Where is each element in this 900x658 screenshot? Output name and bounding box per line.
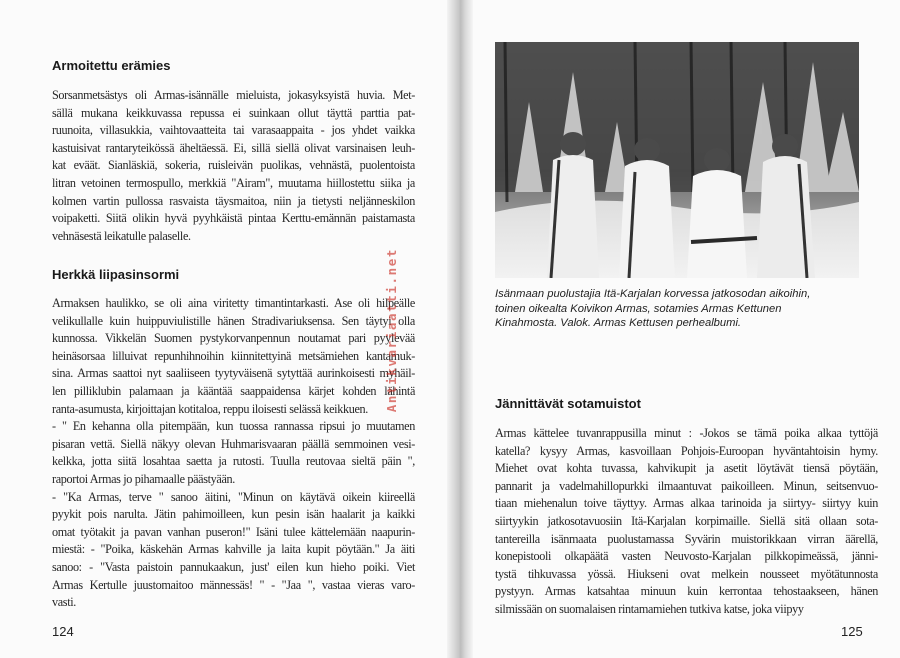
text-line: miestä: - "Poika, käskehän Armas kahville ja laita kupit pöytään." Ja äiti bbox=[52, 542, 415, 557]
text-line: sina. Armas saattoi nyt saaliiseen tyytyväisenä sytyttää aurinkoisesti myhäil- bbox=[52, 366, 415, 381]
paragraph-herkka-liipasinsormi bbox=[52, 295, 415, 612]
caption-line: toinen oikealta Koivikon Armas, sotamies Armas Kettunen bbox=[495, 302, 782, 315]
page-number-right: 125 bbox=[841, 624, 863, 639]
text-line: vehnäsestä leikatulle palaselle. bbox=[52, 228, 191, 243]
soldiers-photo bbox=[495, 42, 859, 278]
text-line: voipaketti. Siitä olikin hyvä pyyhkäistä pintaa Kerttu-emännän paistamasta bbox=[52, 211, 415, 226]
text-line: konepistooli olkapäätä vasten Neuvosto-Karjalan pilkkopimeässä, jänni- bbox=[495, 549, 878, 564]
text-line: Sorsanmetsästys oli Armas-isännälle mieluista, jokasyksyistä huvia. Met- bbox=[52, 88, 415, 102]
text-line: kat eväät. Sianläskiä, sokeria, ruisleivän puolikas, vehnästä, puolentoista bbox=[52, 158, 415, 173]
text-line: kunnossa. Vikkelän Suomen pystykorvanpennun noutamat pari pyylevää bbox=[52, 331, 415, 346]
text-line: litran vetoinen termospullo, merkkiä "Airam", muutama hiillostettu siika ja bbox=[52, 175, 415, 190]
text-line: kastuisivat rantaryteikössä äheltäessä. Ei, sillä siellä olivat varsinaisen leuh- bbox=[52, 140, 415, 155]
text-line: - " En kehanna olla pitempään, kun tuossa rannassa ripsui jo muutamen bbox=[52, 419, 415, 434]
text-line: tystä tihkuvassa yössä. Hiukseni ovat melkein nousseet myötätunnosta bbox=[495, 566, 878, 581]
text-line: ruunoita, villasukkia, vaihtovaatteita tai varasaappaita - jos yhdet vaikka bbox=[52, 123, 415, 138]
text-line: tantereilla isänmaata puolustamassa Syvärin muistorikkaan virran äärellä, bbox=[495, 531, 878, 546]
text-line: pystyyn. Armas katsahtaa minuun kuin kerrontaa tehostaakseen, hänen bbox=[495, 584, 878, 599]
section-heading-jannittavat-sotamuistot: Jännittävät sotamuistot bbox=[495, 396, 641, 411]
section-heading-herkka-liipasinsormi: Herkkä liipasinsormi bbox=[52, 267, 180, 282]
text-line: kolmen vartin pullossa rasvaista täysmaitoa, niin ja tietysti neljänneskilon bbox=[52, 193, 415, 208]
text-line: heinäsorsaa lilluivat repunhihnoihin kiinnitettyinä metsämiehen kantamuk- bbox=[52, 348, 415, 363]
text-line: Miehet ovat kohta tuvassa, kahvikupit ja asetit löytävät tiensä pöytään, bbox=[495, 461, 878, 476]
text-line: omat työtakit ja pavan vanhan puseron!" Isäni tulee kättelemään naapurin- bbox=[52, 524, 415, 539]
photo-caption bbox=[495, 287, 875, 331]
paragraph-armoitettu-eramies bbox=[52, 87, 415, 245]
photo-image-icon bbox=[495, 42, 859, 278]
text-line: - "Ka Armas, terve " sanoo äitini, "Minun on käytävä oikein kiireellä bbox=[52, 489, 415, 504]
text-line: sanoo: - "Vasta paistoin pannukaakun, just' eilen kun hieho poiki. Viet bbox=[52, 559, 415, 574]
text-line: siirtyykin jatkosotavuosiin Itä-Karjalan korpimaille. Siellä sitä ollaan sota- bbox=[495, 513, 878, 528]
text-line: raportoi Armas jo pihamaalle päästyään. bbox=[52, 471, 235, 486]
text-line: tiaan miehenalun toive täyttyy. Armas alkaa tarinoida ja siirtyy- siirtyy kuin bbox=[495, 496, 878, 511]
text-line: katella? kysyy Armas, kasvoillaan Pohjois-Euroopan hyväntahtoisin hymy. bbox=[495, 443, 878, 458]
text-line: vasti. bbox=[52, 595, 76, 610]
text-line: Armaksen haulikko, se oli aina viritetty timantintarkasti. Ase oli hilpeälle bbox=[52, 296, 415, 310]
page-number-left: 124 bbox=[52, 624, 74, 639]
section-heading-armoitettu-eramies: Armoitettu erämies bbox=[52, 58, 171, 73]
text-line: Armas kättelee tuvanrappusilla minut : -Jokos se tämä poika alkaa tyttöjä bbox=[495, 426, 878, 440]
text-line: pannarit ja vadelmahillopurkki ilmaantuvat paikoilleen. Minun, seitsenvuo- bbox=[495, 478, 878, 493]
caption-line: Isänmaan puolustajia Itä-Karjalan korvessa jatkosodan aikoihin, bbox=[495, 288, 811, 300]
text-line: velikullalle kuin huippuviulistille hänen Stradivariuksensa. Sen täytyi olla bbox=[52, 313, 415, 328]
right-page bbox=[473, 0, 900, 658]
text-line: len pilliklubin palamaan ja kääntää saappaidensa kärjet kohden lähintä bbox=[52, 383, 415, 398]
text-line: Armas Kertulle juustomaitoo männessäs! " - "Jaa ", vastaa vieras varo- bbox=[52, 577, 415, 592]
caption-line: Kinahmosta. Valok. Armas Kettusen perhealbumi. bbox=[495, 317, 742, 330]
text-line: silmissään on suomalaisen rintamamiehen tutkiva katse, joka viipyy bbox=[495, 601, 804, 616]
book-gutter bbox=[447, 0, 473, 658]
text-line: kelkka, jotta siitä losahtaa saetta ja rutosti. Tuulla reutovaa sieltä päin ", bbox=[52, 454, 415, 469]
text-line: ranta-asumusta, kirjoittajan kotitaloa, reppu iloisesti selässä keikkuen. bbox=[52, 401, 368, 416]
text-line: sällä mukana keikkuvassa repussa ei suinkaan ollut täyttä parttia pat- bbox=[52, 105, 415, 120]
text-line: pyykit pois narulta. Jätin pahimoilleen, kun pesin isän haalarit ja kaikki bbox=[52, 507, 415, 522]
watermark-stamp: Antikvariaatti.net bbox=[384, 248, 399, 413]
text-line: pisaran vettä. Siellä näkyy olevan Huhmarisvaaran päällä semmoinen vesi- bbox=[52, 436, 415, 451]
paragraph-jannittavat-sotamuistot bbox=[495, 425, 878, 619]
left-page bbox=[0, 0, 447, 658]
